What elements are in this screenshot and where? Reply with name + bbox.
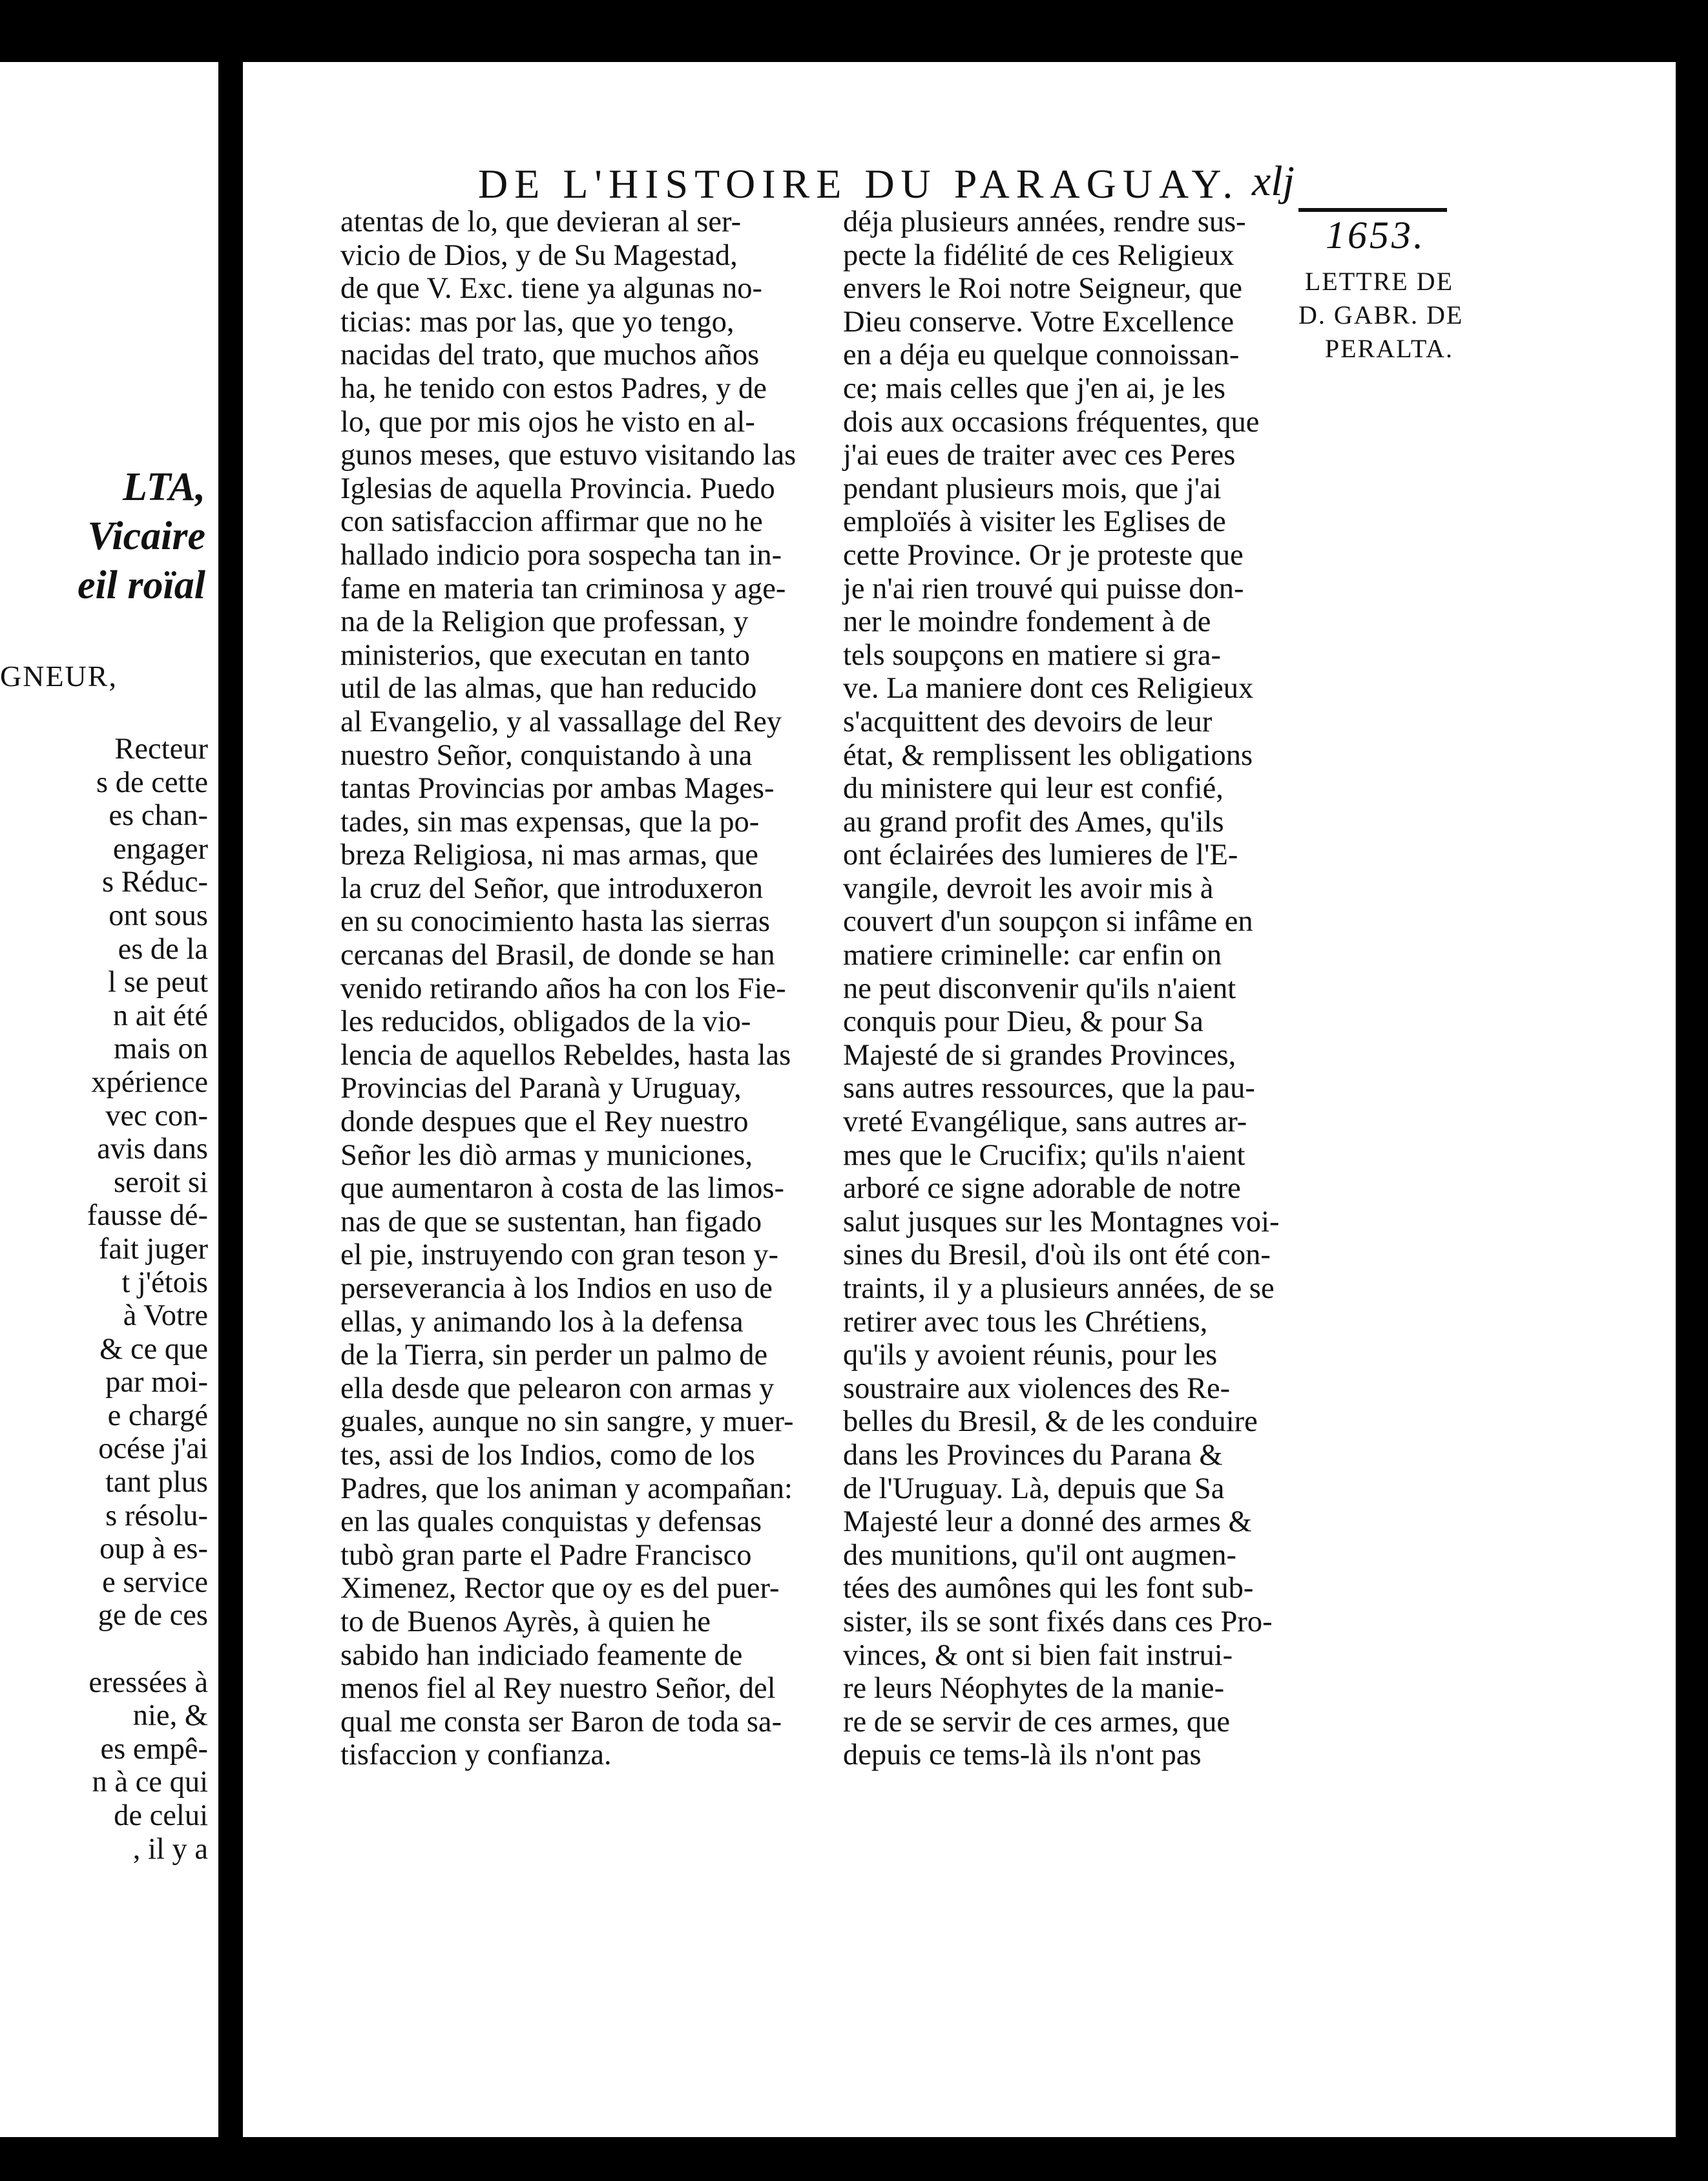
spanish-text-line: Señor les diò armas y municiones,	[340, 1138, 753, 1172]
french-text-line: Dieu conserve. Votre Excellence	[843, 305, 1234, 339]
spanish-text-line: al Evangelio, y al vassallage del Rey	[340, 705, 782, 738]
left-text-line: vec con-	[105, 1099, 208, 1132]
left-text-line: es de la	[118, 932, 208, 966]
left-text-line	[0, 1633, 208, 1666]
french-text-line: depuis ce tems-là ils n'ont pas	[843, 1738, 1202, 1772]
spanish-text-line: les reducidos, obligados de la vio-	[340, 1005, 751, 1039]
french-text-line: Majesté leur a donné des armes &	[843, 1505, 1252, 1539]
french-text-line: ce; mais celles que j'en ai, je les	[843, 371, 1225, 405]
folio-number: xlj	[1252, 158, 1295, 205]
french-text-line: sister, ils se sont fixés dans ces Pro-	[843, 1605, 1273, 1638]
french-text-line: re leurs Néophytes de la manie-	[843, 1672, 1225, 1706]
spanish-text-column	[340, 205, 831, 1772]
spanish-text-line: hallado indicio pora sospecha tan in-	[340, 538, 782, 572]
spanish-text-line: vicio de Dios, y de Su Magestad,	[340, 238, 738, 272]
french-text-line: sans autres ressources, que la pau-	[843, 1072, 1255, 1105]
french-text-line: belles du Bresil, & de les conduire	[843, 1405, 1258, 1439]
spanish-text-line: Padres, que los animan y acompañan:	[340, 1472, 793, 1505]
spanish-text-line: tisfaccion y confianza.	[340, 1738, 612, 1772]
left-text-line: t j'étois	[121, 1266, 208, 1299]
left-text-line: n ait été	[112, 999, 208, 1032]
left-heading-line: Vicaire	[87, 514, 205, 558]
left-text-line: ge de ces	[98, 1599, 208, 1633]
spanish-text-line: con satisfaccion affirmar que no he	[340, 505, 763, 539]
margin-year: 1653.	[1326, 214, 1426, 256]
spanish-text-line: ella desde que pelearon con armas y	[340, 1372, 775, 1405]
spanish-text-line: gunos meses, que estuvo visitando las	[340, 439, 797, 472]
french-text-line: ve. La maniere dont ces Religieux	[843, 672, 1254, 705]
french-text-line: je n'ai rien trouvé qui puisse don-	[843, 572, 1244, 605]
left-text-line: & ce que	[99, 1332, 208, 1366]
french-text-line: ne peut disconvenir qu'ils n'aient	[843, 972, 1236, 1005]
spanish-text-line: to de Buenos Ayrès, à quien he	[340, 1605, 711, 1638]
left-text-line: s Réduc-	[102, 866, 208, 899]
left-text-line: s de cette	[96, 766, 208, 799]
spanish-text-line: tes, assi de los Indios, como de los	[340, 1438, 755, 1472]
spanish-text-line: ha, he tenido con estos Padres, y de	[340, 371, 767, 405]
spanish-text-line: nacidas del trato, que muchos años	[340, 339, 760, 372]
french-text-line: tées des aumônes qui les font sub-	[843, 1572, 1254, 1605]
french-text-line: cette Province. Or je proteste que	[843, 538, 1244, 572]
spanish-text-line: fame en materia tan criminosa y age-	[340, 572, 786, 605]
spanish-text-line: lo, que por mis ojos he visto en al-	[340, 405, 755, 439]
left-heading	[0, 463, 205, 610]
french-text-column	[843, 205, 1282, 1772]
spanish-text-line: perseverancia à los Indios en uso de	[340, 1272, 773, 1305]
french-text-line: conquis pour Dieu, & pour Sa	[843, 1005, 1203, 1039]
spanish-text-line: ticias: mas por las, que yo tengo,	[340, 305, 734, 339]
french-text-line: sines du Bresil, d'où ils ont été con-	[843, 1238, 1271, 1272]
french-text-line: emploïés à visiter les Eglises de	[843, 505, 1226, 539]
french-text-line: état, & remplissent les obligations	[843, 738, 1253, 772]
french-text-line: vreté Evangélique, sans autres ar-	[843, 1105, 1247, 1139]
spanish-text-line: tades, sin mas expensas, que la po-	[340, 805, 760, 839]
left-heading-line: eil roïal	[77, 563, 205, 607]
margin-note-line: PERALTA.	[1324, 334, 1453, 363]
spanish-text-line: Iglesias de aquella Provincia. Puedo	[340, 472, 775, 505]
left-text-line: océse j'ai	[98, 1432, 208, 1466]
french-text-line: soustraire aux violences des Re-	[843, 1372, 1231, 1405]
left-text-line: n à ce qui	[92, 1766, 208, 1799]
spanish-text-line: menos fiel al Rey nuestro Señor, del	[340, 1672, 776, 1706]
spanish-text-line: donde despues que el Rey nuestro	[340, 1105, 749, 1139]
french-text-line: mes que le Crucifix; qu'ils n'aient	[843, 1138, 1245, 1172]
spanish-text-line: sabido han indiciado feamente de	[340, 1638, 743, 1672]
french-text-line: dois aux occasions fréquentes, que	[843, 405, 1260, 439]
left-page-fragment	[0, 62, 218, 2137]
left-text-line: ont sous	[109, 899, 208, 932]
spanish-text-line: el pie, instruyendo con gran teson y-	[340, 1238, 778, 1272]
left-text-line: à Votre	[123, 1299, 208, 1333]
french-text-line: salut jusques sur les Montagnes voi-	[843, 1205, 1280, 1238]
spanish-text-line: de que V. Exc. tiene ya algunas no-	[340, 272, 762, 306]
french-text-line: re de se servir de ces armes, que	[843, 1705, 1231, 1738]
spanish-text-line: lencia de aquellos Rebeldes, hasta las	[340, 1038, 791, 1072]
left-text-line: , il y a	[132, 1832, 208, 1866]
french-text-line: arboré ce signe adorable de notre	[843, 1172, 1241, 1205]
margin-note-line: LETTRE DE	[1304, 267, 1453, 296]
left-text-line: es chan-	[109, 799, 208, 833]
french-text-line: vinces, & ont si bien fait instrui-	[843, 1638, 1233, 1672]
spanish-text-line: guales, aunque no sin sangre, y muer-	[340, 1405, 794, 1439]
spanish-text-line: en las quales conquistas y defensas	[340, 1505, 762, 1539]
left-text-line: xpérience	[91, 1065, 208, 1099]
spanish-text-line: en su conocimiento hasta las sierras	[340, 905, 771, 939]
left-text-line: seroit si	[114, 1165, 208, 1199]
french-text-line: couvert d'un soupçon si infâme en	[843, 905, 1253, 939]
spanish-text-line: Provincias del Paranà y Uruguay,	[340, 1072, 742, 1105]
left-heading-line: LTA,	[122, 465, 205, 509]
spanish-text-line: que aumentaron à costa de las limos-	[340, 1172, 784, 1205]
french-text-line: retirer avec tous les Chrétiens,	[843, 1305, 1208, 1339]
spanish-text-line: cercanas del Brasil, de donde se han	[340, 939, 775, 972]
left-text-line: e chargé	[107, 1399, 208, 1432]
french-text-line: au grand profit des Ames, qu'ils	[843, 805, 1224, 839]
left-text-line: mais on	[114, 1032, 208, 1066]
french-text-line: de l'Uruguay. Là, depuis que Sa	[843, 1472, 1225, 1505]
french-text-line: des munitions, qu'il ont augmen-	[843, 1538, 1236, 1572]
spanish-text-line: venido retirando años ha con los Fie-	[340, 972, 786, 1005]
spanish-text-line: la cruz del Señor, que introduxeron	[340, 871, 764, 905]
left-text-line: tant plus	[105, 1466, 208, 1499]
left-text-line: avis dans	[97, 1132, 208, 1166]
french-text-line: qu'ils y avoient réunis, pour les	[843, 1339, 1218, 1372]
left-text-line: es empê-	[100, 1732, 208, 1766]
spanish-text-line: qual me consta ser Baron de toda sa-	[340, 1705, 782, 1738]
french-text-line: s'acquittent des devoirs de leur	[843, 705, 1213, 738]
french-text-line: envers le Roi notre Seigneur, que	[843, 272, 1242, 306]
french-text-line: du ministere qui leur est confié,	[843, 772, 1224, 806]
spanish-text-line: atentas de lo, que devieran al ser-	[340, 205, 742, 238]
spanish-text-line: Ximenez, Rector que oy es del puer-	[340, 1572, 780, 1605]
left-text-line: s résolu-	[105, 1499, 208, 1532]
left-text-line: oup à es-	[99, 1532, 208, 1566]
french-text-line: Majesté de si grandes Provinces,	[843, 1038, 1236, 1072]
spanish-text-line: util de las almas, que han reducido	[340, 672, 757, 705]
spanish-text-line: na de la Religion que professan, y	[340, 605, 749, 639]
french-text-line: tels soupçons en matiere si gra-	[843, 638, 1221, 672]
spanish-text-line: ellas, y animando los à la defensa	[340, 1305, 744, 1339]
spanish-text-line: nas de que se sustentan, han figado	[340, 1205, 762, 1238]
spanish-text-line: nuestro Señor, conquistando à una	[340, 738, 753, 772]
french-text-line: déja plusieurs années, rendre sus-	[843, 205, 1246, 238]
margin-rule	[1298, 208, 1447, 212]
margin-note-line: D. GABR. DE	[1298, 300, 1464, 329]
spanish-text-line: tantas Provincias por ambas Mages-	[340, 772, 775, 806]
french-text-line: vangile, devroit les avoir mis à	[843, 871, 1214, 905]
french-text-line: j'ai eues de traiter avec ces Peres	[843, 439, 1236, 472]
french-text-line: pendant plusieurs mois, que j'ai	[843, 472, 1222, 505]
left-text-line: eressées à	[89, 1665, 208, 1699]
left-text-line: e service	[102, 1565, 208, 1599]
running-title: DE L'HISTOIRE DU PARAGUAY.	[478, 161, 1240, 207]
french-text-line: ont éclairées des lumieres de l'E-	[843, 839, 1238, 872]
left-text-line: engager	[112, 832, 208, 866]
french-text-line: en a déja eu quelque connoissan-	[843, 339, 1240, 372]
left-text-line: nie, &	[132, 1699, 208, 1733]
left-text-line: Recteur	[114, 733, 208, 766]
spanish-text-line: breza Religiosa, ni mas armas, que	[340, 839, 758, 872]
spanish-text-line: ministerios, que executan en tanto	[340, 638, 751, 672]
french-text-line: dans les Provinces du Parana &	[843, 1438, 1223, 1472]
margin-note	[1298, 265, 1464, 366]
french-text-line: ner le moindre fondement à de	[843, 605, 1211, 639]
french-text-line: matiere criminelle: car enfin on	[843, 939, 1222, 972]
left-text-line: de celui	[114, 1799, 208, 1832]
spanish-text-line: tubò gran parte el Padre Francisco	[340, 1538, 752, 1572]
left-salutation: GNEUR,	[0, 660, 118, 693]
french-text-line: pecte la fidélité de ces Religieux	[843, 238, 1234, 272]
spanish-text-line: de la Tierra, sin perder un palmo de	[340, 1339, 768, 1372]
left-text-line: l se peut	[108, 966, 208, 999]
left-text-fragment	[0, 733, 208, 1866]
french-text-line: traints, il y a plusieurs années, de se	[843, 1272, 1275, 1305]
left-text-line: fait juger	[98, 1232, 208, 1266]
left-text-line: fausse dé-	[87, 1199, 208, 1233]
left-text-line: par moi-	[105, 1366, 208, 1399]
